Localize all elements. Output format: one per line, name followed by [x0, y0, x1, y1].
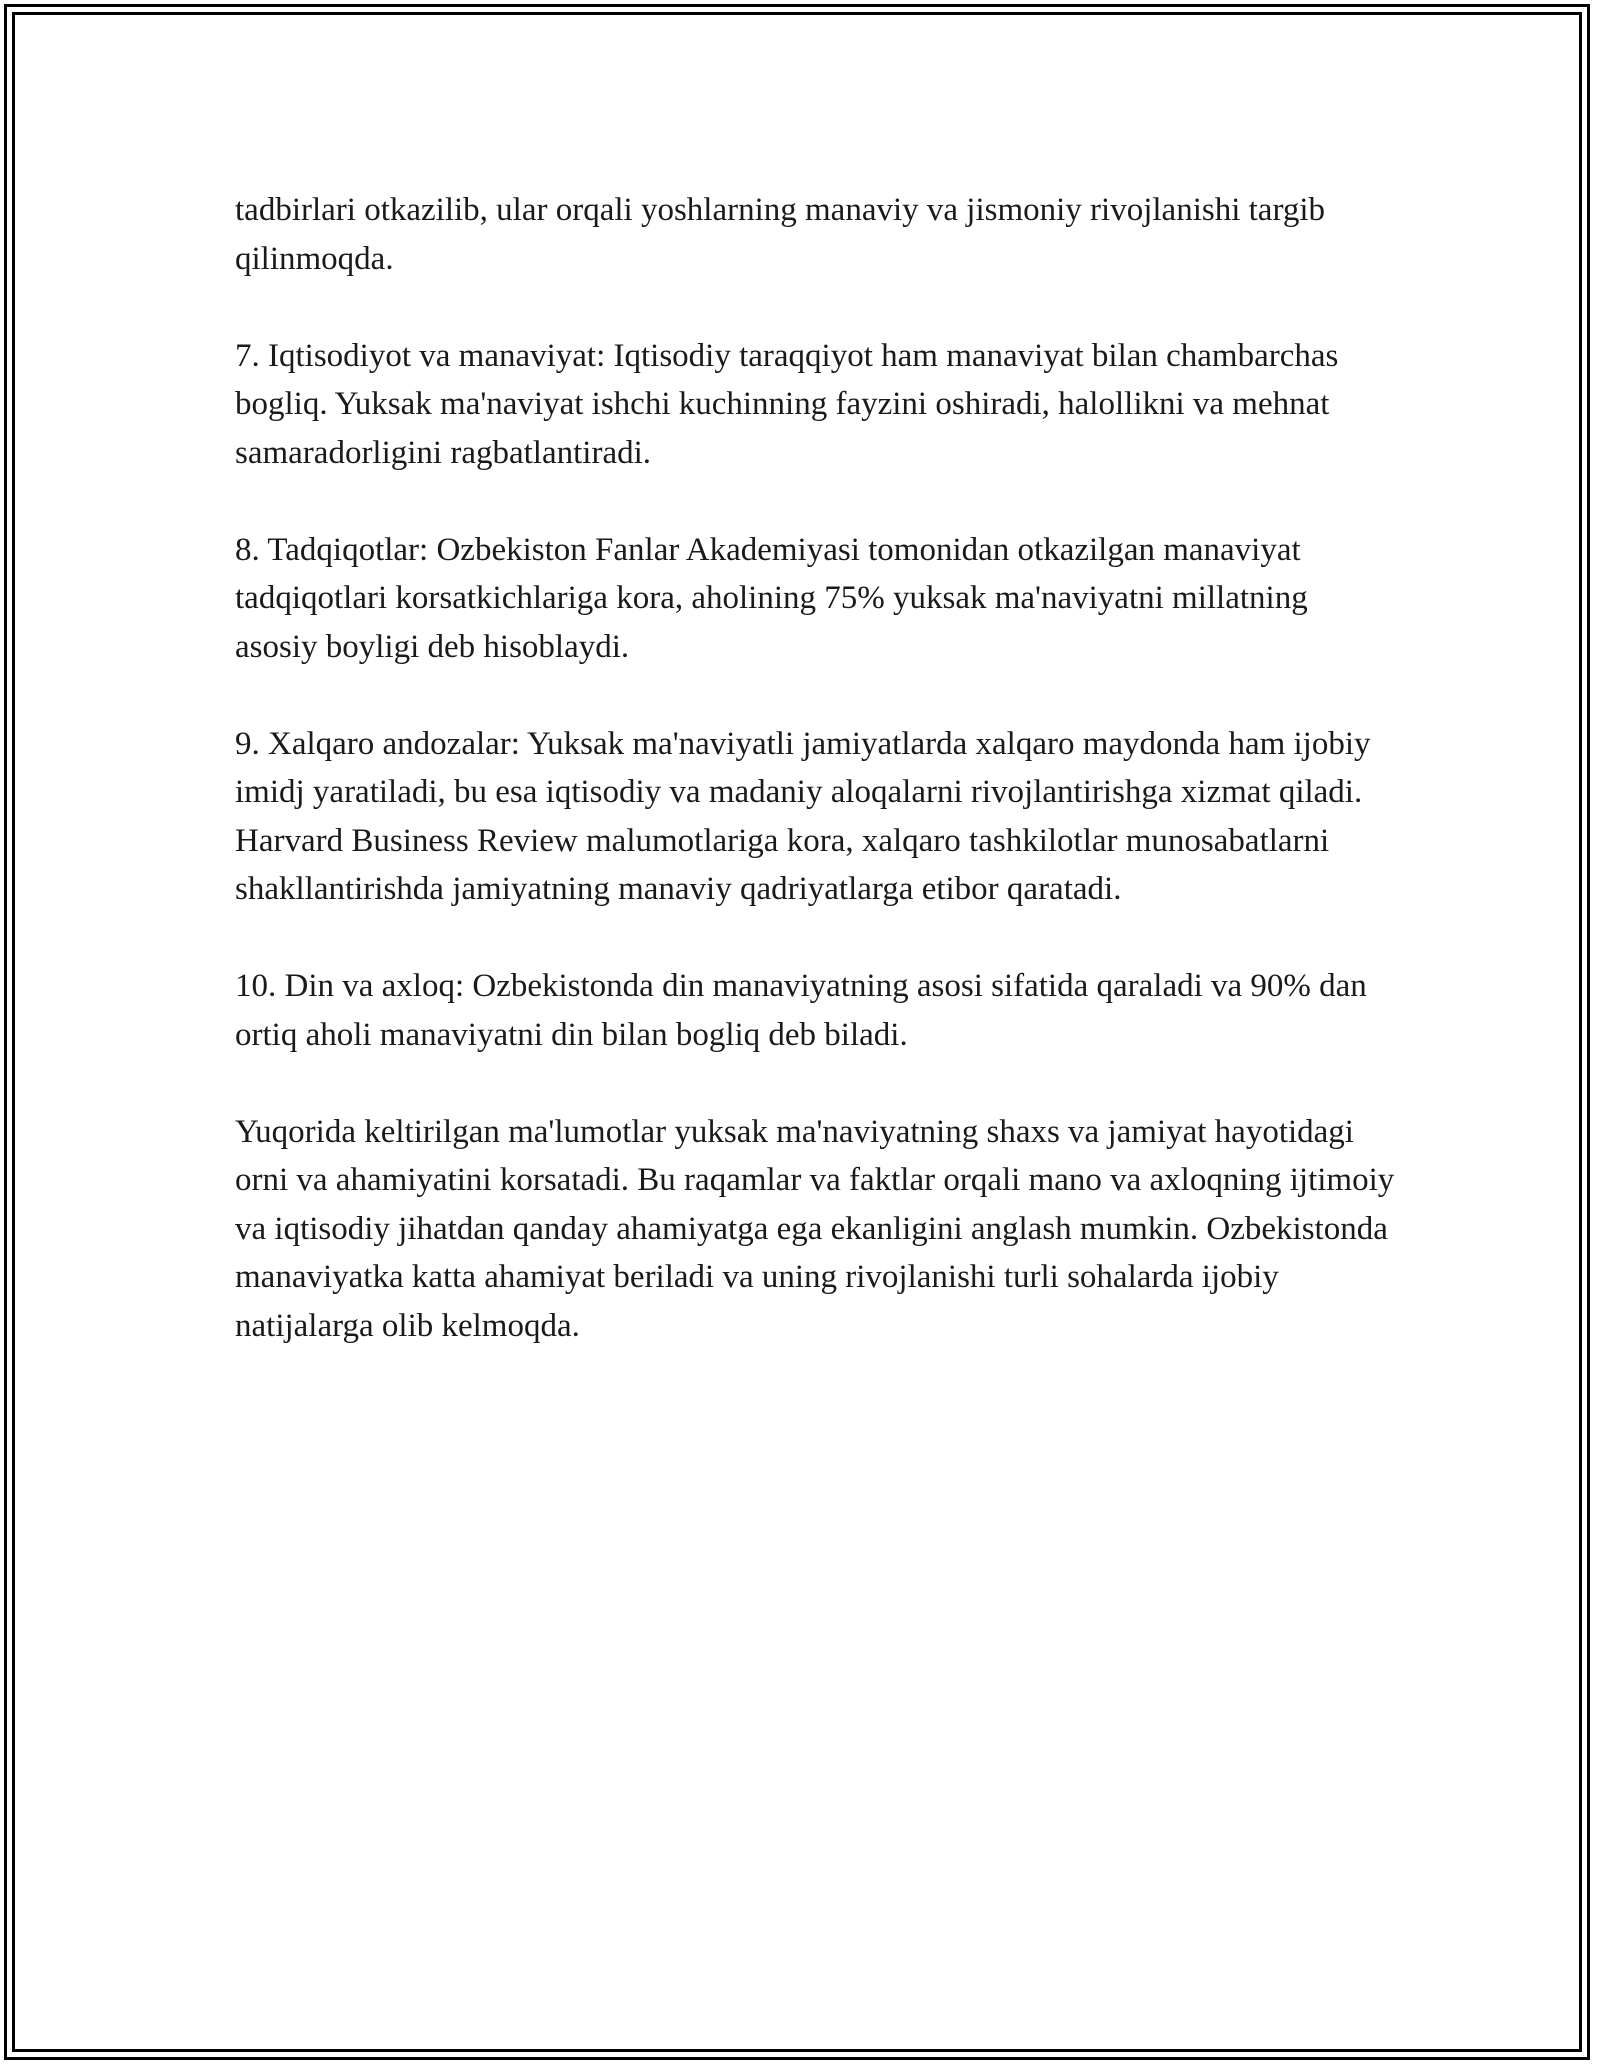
document-body — [235, 186, 1395, 1399]
paragraph-item-7: 7. Iqtisodiyot va manaviyat: Iqtisodiy taraqqiyot ham manaviyat bilan chambarchas bogliq. Yuksak ma'naviyat ishchi kuchinning fayzini oshiradi, halollikni va mehnat samaradorligini ragbatlantiradi. — [235, 337, 1339, 471]
paragraph-item-10: 10. Din va axloq: Ozbekistonda din manaviyatning asosi sifatida qaraladi va 90% dan ortiq aholi manaviyatni din bilan bogliq deb biladi. — [235, 968, 1367, 1053]
paragraph-conclusion: Yuqorida keltirilgan ma'lumotlar yuksak ma'naviyatning shaxs va jamiyat hayotidagi orni va ahamiyatini korsatadi. Bu raqamlar va faktlar orqali mano va axloqning ijtimoiy va iqtisodiy jihatdan qanday ahamiyatga ega ekanligini anglash mumkin. Ozbekistonda manaviyatka katta ahamiyat beriladi va uning rivojlanishi turli sohalarda ijobiy natijalarga olib kelmoqda. — [235, 1113, 1395, 1344]
paragraph-continuation: tadbirlari otkazilib, ular orqali yoshlarning manaviy va jismoniy rivojlanishi targib qilinmoqda. — [235, 192, 1325, 277]
paragraph-item-9: 9. Xalqaro andozalar: Yuksak ma'naviyatli jamiyatlarda xalqaro maydonda ham ijobiy imidj yaratiladi, bu esa iqtisodiy va madaniy aloqalarni rivojlantirishga xizmat qiladi. Harvard Business Review malumotlariga kora, xalqaro tashkilotlar munosabatlarni shakllantirishda jamiyatning manaviy qadriyatlarga etibor qaratadi. — [235, 725, 1371, 907]
paragraph-item-8: 8. Tadqiqotlar: Ozbekiston Fanlar Akademiyasi tomonidan otkazilgan manaviyat tadqiqotlari korsatkichlariga kora, aholining 75% yuksak ma'naviyatni millatning asosiy boyligi deb hisoblaydi. — [235, 531, 1308, 665]
